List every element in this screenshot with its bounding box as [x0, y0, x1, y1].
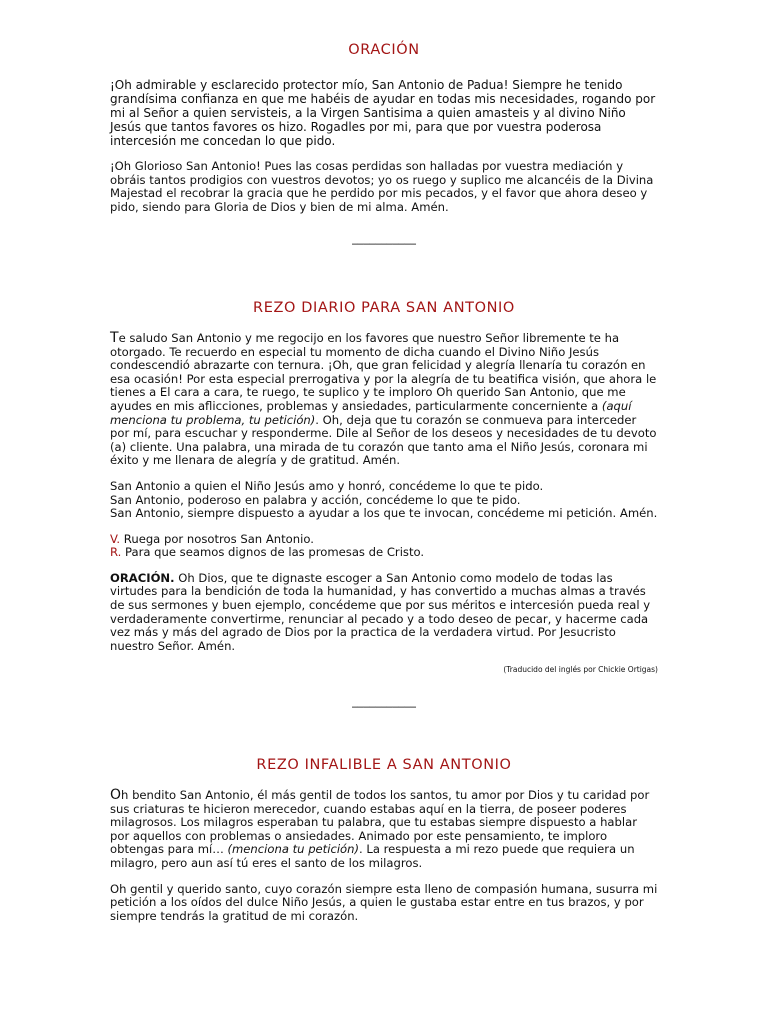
drop-letter: O — [110, 787, 122, 804]
oracion-final-paragraph — [110, 572, 658, 654]
invocations — [110, 480, 658, 521]
versicle-response — [110, 533, 658, 560]
oracion-paragraph-2: ¡Oh Glorioso San Antonio! Pues las cosas perdidas son halladas por vuestra mediación y obráis tantos prodigios con vuestros devotos; yo os ruego y suplico me alcancéis de la Divina Majestad el recobrar la gracia que he perdido por mis pecados, y el favor que ahora deseo y pido, siendo para Gloria de Dios y bien de mi alma. Amén. — [110, 159, 654, 214]
text-segment: . Oh, deja que tu corazón se conmueva para interceder por mí, para escuchar y responderme. Dile al Señor de los deseos y necesidades de tu devoto (a) cliente. Una palabra, una mirada de tu corazón que tanto ama el Niño Jesús, coronara mi éxito y me llenara de alegría y de gratitud. Amén. — [110, 412, 657, 468]
rezo-infalible-paragraph-2: Oh gentil y querido santo, cuyo corazón siempre esta lleno de compasión humana, susurra mi petición a los oídos del dulce Niño Jesús, a quien le gustaba estar entre en tus brazos, y por siempre tendrás la gratitud de mi corazón. — [110, 881, 658, 923]
oracion-title: ORACIÓN — [348, 42, 420, 58]
invocation-line-2: San Antonio, poderoso en palabra y acción, concédeme lo que te pido. — [110, 492, 521, 507]
response-text: Para que seamos dignos de las promesas de Cristo. — [121, 545, 425, 560]
rezo-infalible-title: REZO INFALIBLE A SAN ANTONIO — [256, 757, 512, 774]
document-page — [110, 0, 658, 923]
rezo-diario-paragraph-1 — [110, 329, 658, 468]
text-segment: . La respuesta a mi rezo puede que requiera un milagro, pero aun así tú eres el santo de los milagros. — [110, 842, 635, 870]
text-segment: e saludo San Antonio y me regocijo en los favores que nuestro Señor libremente te ha otorgado. Te recuerdo en especial tu momento de dicha cuando el Divino Niño Jesús condescendió abrazarte con ternura. ¡Oh, que gran felicidad y alegría llenaría tu corazón en esa ocasión! Por esta especial prerrogativa y por la alegría de tu beatifica visión, que ahora le tienes a El cara a cara, te ruego, te suplico y te imploro Oh querido San Antonio, que me ayudes en mis aflicciones, problemas y ansiedades, particularmente concerniente a — [110, 330, 657, 413]
petition-placeholder: (aquí menciona tu problema, tu petición) — [110, 398, 632, 427]
oracion-label: ORACIÓN. — [110, 570, 175, 585]
response-mark: R. — [110, 545, 122, 560]
separator-2: ___________ — [352, 694, 416, 709]
oracion-final-text: Oh Dios, que te dignaste escoger a San Antonio como modelo de todas las virtudes para la bendición de toda la humanidad, y has convertido a muchas almas a través de sus sermones y buen ejemplo, concédeme que por sus méritos e intercesión pueda real y verdaderamente convertirme, renunciar al pecado y a todo deseo de pecar, y hacerme cada vez más y más del agrado de Dios por la practica de la verdadera virtud. Por Jesucristo nuestro Señor. Amén. — [110, 570, 651, 653]
versicle-mark: V. — [110, 531, 121, 546]
separator-1: ___________ — [352, 231, 416, 246]
rezo-infalible-paragraph-1 — [110, 789, 658, 871]
versicle-text: Ruega por nosotros San Antonio. — [120, 531, 314, 546]
translation-credit: (Traducido del inglés por Chickie Ortigas) — [503, 665, 658, 675]
drop-letter: T — [110, 329, 119, 346]
text-segment: h bendito San Antonio, él más gentil de todos los santos, tu amor por Dios y tu caridad por sus criaturas te hicieron merecedor, cuando estabas aquí en la tierra, de poseer poderes milagrosos. Los milagros esperaban tu palabra, que tu estabas siempre dispuesto a hablar por aquellos con problemas o ansiedades. Animado por este pensamiento, te imploro obtengas para mí… — [110, 788, 650, 857]
petition-placeholder: (menciona tu petición) — [227, 842, 360, 857]
oracion-paragraph-1: ¡Oh admirable y esclarecido protector mío, San Antonio de Padua! Siempre he tenido grandísima confianza en que me habéis de ayudar en todas mis necesidades, rogando por mi al Señor a quien servisteis, a la Virgen Santisima a quien amasteis y al divino Niño Jesús que tantos favores os hizo. Rogadles por mi, para que por vuestra poderosa intercesión me concedan lo que pido. — [110, 78, 656, 148]
invocation-line-3: San Antonio, siempre dispuesto a ayudar a los que te invocan, concédeme mi petición. Amén. — [110, 506, 658, 521]
invocation-line-1: San Antonio a quien el Niño Jesús amo y honró, concédeme lo que te pido. — [110, 478, 544, 493]
rezo-diario-title: REZO DIARIO PARA SAN ANTONIO — [253, 299, 515, 316]
